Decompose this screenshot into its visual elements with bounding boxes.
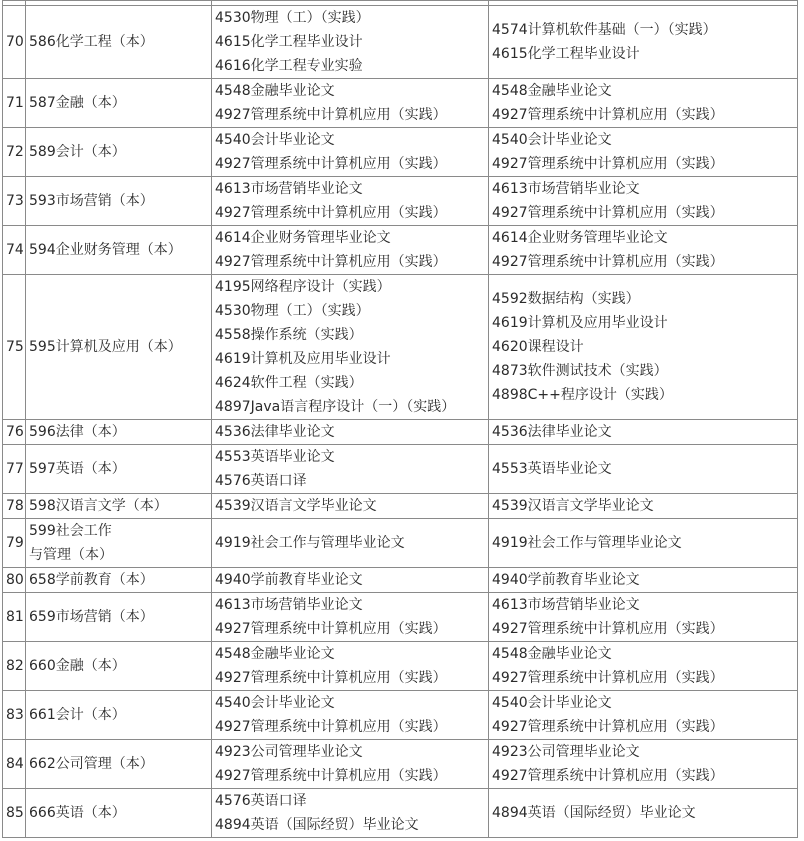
row-number: 85: [3, 789, 26, 838]
course-item: 4548金融毕业论文: [492, 83, 612, 99]
course-item: 4927管理系统中计算机应用（实践）: [215, 156, 447, 172]
course-item: 4923公司管理毕业论文: [492, 744, 640, 760]
major-name: [26, 445, 212, 494]
course-item: 4619计算机及应用毕业设计: [215, 351, 391, 367]
course-list-2: [489, 6, 798, 79]
course-item: 4574计算机软件基础（一）（实践）: [492, 22, 717, 38]
course-item: 4592数据结构（实践）: [492, 291, 640, 307]
course-item: 4536法律毕业论文: [215, 424, 335, 440]
course-item: 4548金融毕业论文: [215, 646, 335, 662]
row-number: 73: [3, 177, 26, 226]
course-item: 4927管理系统中计算机应用（实践）: [215, 205, 447, 221]
row-number: 84: [3, 740, 26, 789]
course-item: 4624软件工程（实践）: [215, 375, 363, 391]
table-row: [3, 79, 798, 128]
major-line: 587金融（本）: [29, 95, 126, 111]
course-item: 4613市场营销毕业论文: [215, 597, 363, 613]
course-list-1: [212, 740, 489, 789]
course-item: 4615化学工程毕业设计: [215, 34, 363, 50]
major-name: [26, 691, 212, 740]
course-item: 4558操作系统（实践）: [215, 327, 363, 343]
course-item: 4897Java语言程序设计（一）（实践）: [215, 399, 456, 415]
course-list-1: [212, 519, 489, 568]
course-item: 4927管理系统中计算机应用（实践）: [215, 621, 447, 637]
major-line: 661会计（本）: [29, 707, 126, 723]
course-item: 4927管理系统中计算机应用（实践）: [492, 205, 724, 221]
major-name: [26, 79, 212, 128]
course-item: 4613市场营销毕业论文: [492, 597, 640, 613]
course-list-1: [212, 275, 489, 420]
row-number: 79: [3, 519, 26, 568]
course-item: 4898C++程序设计（实践）: [492, 387, 673, 403]
course-list-1: [212, 6, 489, 79]
row-number: 80: [3, 568, 26, 593]
course-list-1: [212, 568, 489, 593]
course-list-2: [489, 420, 798, 445]
course-item: 4620课程设计: [492, 339, 584, 355]
course-item: 4614企业财务管理毕业论文: [215, 230, 391, 246]
course-list-2: [489, 568, 798, 593]
course-item: 4539汉语言文学毕业论文: [492, 498, 654, 514]
major-line: 586化学工程（本）: [29, 34, 154, 50]
course-list-1: [212, 789, 489, 838]
major-line: 666英语（本）: [29, 805, 126, 821]
major-name: [26, 789, 212, 838]
course-item: 4536法律毕业论文: [492, 424, 612, 440]
major-line: 589会计（本）: [29, 144, 126, 160]
major-name: [26, 519, 212, 568]
table-row: [3, 445, 798, 494]
course-item: 4927管理系统中计算机应用（实践）: [492, 107, 724, 123]
course-item: 4927管理系统中计算机应用（实践）: [215, 768, 447, 784]
course-item: 4927管理系统中计算机应用（实践）: [492, 719, 724, 735]
course-item: 4927管理系统中计算机应用（实践）: [215, 254, 447, 270]
course-item: 4195网络程序设计（实践）: [215, 279, 391, 295]
major-line: 596法律（本）: [29, 424, 126, 440]
major-name: [26, 128, 212, 177]
course-item: 4540会计毕业论文: [492, 132, 612, 148]
course-item: 4927管理系统中计算机应用（实践）: [215, 107, 447, 123]
course-item: 4548金融毕业论文: [215, 83, 335, 99]
course-item: 4927管理系统中计算机应用（实践）: [215, 670, 447, 686]
row-number: 77: [3, 445, 26, 494]
course-list-2: [489, 740, 798, 789]
course-list-2: [489, 593, 798, 642]
major-line: 594企业财务管理（本）: [29, 242, 182, 258]
major-line: 662公司管理（本）: [29, 756, 154, 772]
table-row: [3, 275, 798, 420]
course-item: 4576英语口译: [215, 473, 307, 489]
table-row: [3, 642, 798, 691]
row-number: 76: [3, 420, 26, 445]
course-list-1: [212, 593, 489, 642]
major-name: [26, 568, 212, 593]
course-item: 4927管理系统中计算机应用（实践）: [492, 156, 724, 172]
course-item: 4940学前教育毕业论文: [215, 572, 363, 588]
course-item: 4530物理（工）（实践）: [215, 303, 370, 319]
course-list-2: [489, 177, 798, 226]
major-name: [26, 420, 212, 445]
course-item: 4553英语毕业论文: [492, 461, 612, 477]
course-item: 4919社会工作与管理毕业论文: [492, 535, 682, 551]
course-list-1: [212, 445, 489, 494]
course-list-1: [212, 691, 489, 740]
major-name: [26, 6, 212, 79]
course-list-2: [489, 275, 798, 420]
major-name: [26, 593, 212, 642]
major-line: 595计算机及应用（本）: [29, 339, 182, 355]
major-line: 659市场营销（本）: [29, 609, 154, 625]
course-item: 4548金融毕业论文: [492, 646, 612, 662]
course-list-2: [489, 519, 798, 568]
row-number: 74: [3, 226, 26, 275]
major-name: [26, 226, 212, 275]
row-number: 78: [3, 494, 26, 519]
row-number: 72: [3, 128, 26, 177]
major-line: 658学前教育（本）: [29, 572, 154, 588]
major-line: 660金融（本）: [29, 658, 126, 674]
major-line: 597英语（本）: [29, 461, 126, 477]
row-number: 71: [3, 79, 26, 128]
table-row: [3, 740, 798, 789]
course-item: 4553英语毕业论文: [215, 449, 335, 465]
course-table: [2, 0, 798, 838]
table-row: [3, 226, 798, 275]
course-item: 4894英语（国际经贸）毕业论文: [215, 817, 419, 833]
table-row: [3, 420, 798, 445]
table-row: [3, 494, 798, 519]
course-item: 4927管理系统中计算机应用（实践）: [492, 621, 724, 637]
course-item: 4539汉语言文学毕业论文: [215, 498, 377, 514]
course-list-1: [212, 642, 489, 691]
course-item: 4927管理系统中计算机应用（实践）: [492, 254, 724, 270]
course-item: 4616化学工程专业实验: [215, 58, 363, 74]
course-item: 4927管理系统中计算机应用（实践）: [492, 670, 724, 686]
course-list-1: [212, 420, 489, 445]
course-list-2: [489, 445, 798, 494]
table-row: [3, 691, 798, 740]
course-item: 4927管理系统中计算机应用（实践）: [215, 719, 447, 735]
course-item: 4615化学工程毕业设计: [492, 46, 640, 62]
course-item: 4940学前教育毕业论文: [492, 572, 640, 588]
course-list-2: [489, 226, 798, 275]
course-list-1: [212, 128, 489, 177]
major-line: 599社会工作: [29, 523, 112, 539]
table-row: [3, 177, 798, 226]
major-name: [26, 740, 212, 789]
course-item: 4873软件测试技术（实践）: [492, 363, 668, 379]
row-number: 70: [3, 6, 26, 79]
major-line: 593市场营销（本）: [29, 193, 154, 209]
major-name: [26, 642, 212, 691]
course-list-1: [212, 177, 489, 226]
table-row: [3, 789, 798, 838]
table-row: [3, 568, 798, 593]
row-number: 75: [3, 275, 26, 420]
table-row: [3, 519, 798, 568]
row-number: 81: [3, 593, 26, 642]
course-list-1: [212, 226, 489, 275]
major-line: 598汉语言文学（本）: [29, 498, 168, 514]
course-item: 4927管理系统中计算机应用（实践）: [492, 768, 724, 784]
major-name: [26, 275, 212, 420]
course-item: 4894英语（国际经贸）毕业论文: [492, 805, 696, 821]
course-list-2: [489, 691, 798, 740]
course-list-2: [489, 128, 798, 177]
course-item: 4619计算机及应用毕业设计: [492, 315, 668, 331]
course-list-1: [212, 494, 489, 519]
course-list-1: [212, 79, 489, 128]
course-item: 4923公司管理毕业论文: [215, 744, 363, 760]
row-number: 82: [3, 642, 26, 691]
course-table-body: [3, 1, 798, 838]
course-list-2: [489, 79, 798, 128]
course-item: 4540会计毕业论文: [215, 132, 335, 148]
major-name: [26, 494, 212, 519]
course-list-2: [489, 789, 798, 838]
course-item: 4614企业财务管理毕业论文: [492, 230, 668, 246]
row-number: 83: [3, 691, 26, 740]
table-row: [3, 593, 798, 642]
course-item: 4576英语口译: [215, 793, 307, 809]
course-item: 4540会计毕业论文: [215, 695, 335, 711]
course-item: 4613市场营销毕业论文: [215, 181, 363, 197]
course-item: 4530物理（工）（实践）: [215, 10, 370, 26]
course-list-2: [489, 494, 798, 519]
course-item: 4613市场营销毕业论文: [492, 181, 640, 197]
course-list-2: [489, 642, 798, 691]
major-line: 与管理（本）: [29, 547, 113, 563]
table-row: [3, 6, 798, 79]
course-item: 4540会计毕业论文: [492, 695, 612, 711]
table-row: [3, 128, 798, 177]
major-name: [26, 177, 212, 226]
course-item: 4919社会工作与管理毕业论文: [215, 535, 405, 551]
